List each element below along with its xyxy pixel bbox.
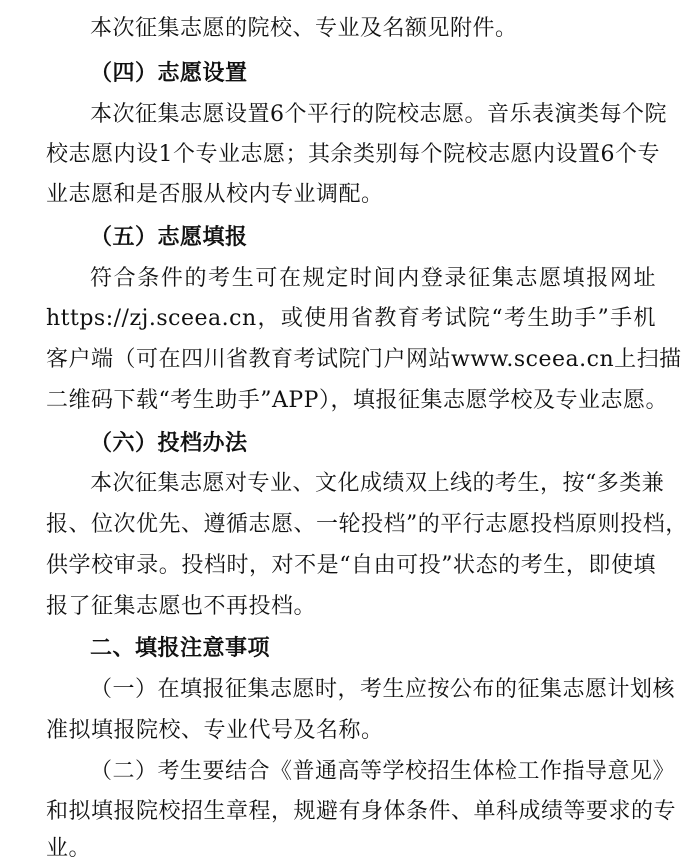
body-text-line: 本次征集志愿设置6个平行的院校志愿。音乐表演类每个院 — [90, 102, 667, 127]
body-text-line: 符合条件的考生可在规定时间内登录征集志愿填报网址 — [90, 266, 656, 291]
body-text-line: 和拟填报院校招生章程，规避有身体条件、单科成绩等要求的专 — [46, 799, 677, 824]
body-text-line: 供学校审录。投档时，对不是“自由可投”状态的考生，即使填 — [46, 553, 656, 578]
body-text-line: 报了征集志愿也不再投档。 — [46, 594, 317, 619]
body-text-line: 本次征集志愿对专业、文化成绩双上线的考生，按“多类兼 — [90, 471, 665, 496]
body-text-line: 客户端（可在四川省教育考试院门户网站www.sceea.cn上扫描 — [46, 347, 682, 372]
section-heading: （四）志愿设置 — [90, 61, 248, 86]
body-text-line: 业志愿和是否服从校内专业调配。 — [46, 182, 384, 207]
body-text-line: 报、位次优先、遵循志愿、一轮投档”的平行志愿投档原则投档， — [46, 512, 688, 537]
section-heading: 二、填报注意事项 — [90, 636, 271, 661]
body-text-line: 校志愿内设1个专业志愿；其余类别每个院校志愿内设置6个专 — [46, 142, 660, 167]
body-text-line: （二）考生要结合《普通高等学校招生体检工作指导意见》 — [90, 759, 676, 784]
body-text-line: https://zj.sceea.cn，或使用省教育考试院“考生助手”手机 — [46, 306, 656, 331]
body-text-line: （一）在填报征集志愿时，考生应按公布的征集志愿计划核 — [90, 677, 676, 702]
body-text-line: 二维码下载“考生助手”APP），填报征集志愿学校及专业志愿。 — [46, 388, 668, 413]
section-heading: （六）投档办法 — [90, 431, 248, 456]
body-text-line: 本次征集志愿的院校、专业及名额见附件。 — [90, 16, 518, 41]
section-heading: （五）志愿填报 — [90, 225, 248, 250]
body-text-line: 准拟填报院校、专业代号及名称。 — [46, 718, 384, 743]
body-text-line: 业。 — [46, 836, 92, 861]
